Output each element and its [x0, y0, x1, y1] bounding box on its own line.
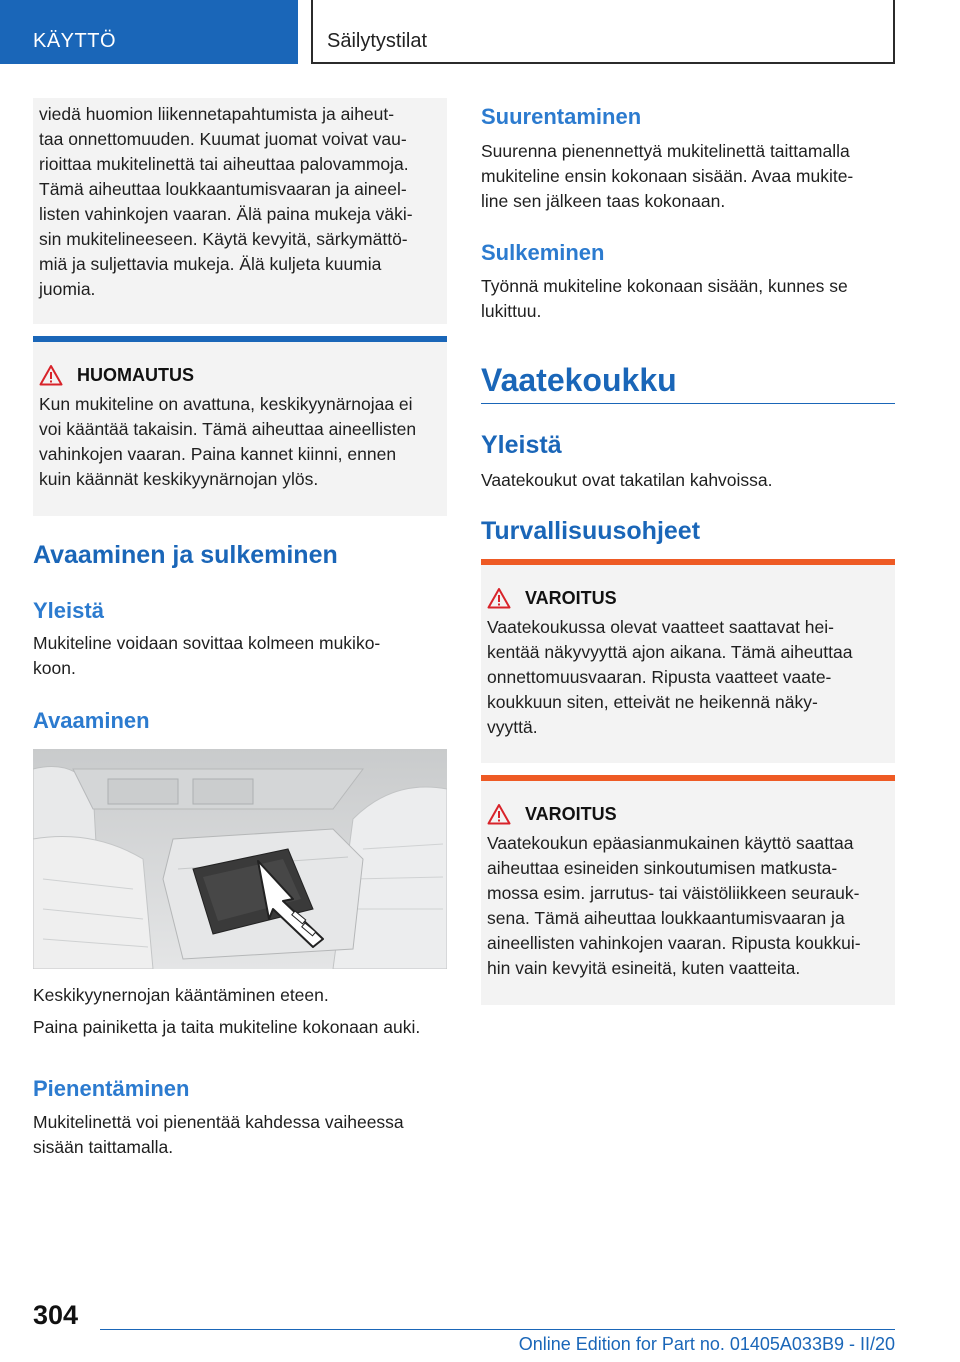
heading-general: Yleistä: [33, 598, 104, 623]
heading-open-close: Avaaminen ja sulkeminen: [33, 541, 338, 569]
heading-enlarge: Suurentaminen: [481, 104, 642, 129]
heading-opening: Avaaminen: [33, 708, 150, 733]
hook-general-text: Vaatekoukut ovat takatilan kahvoissa.: [481, 470, 773, 490]
warning-continued-text: viedä huomion liikennetapahtumista ja aiheut- taa onnettomuuden. Kuumat juomat voivat vau- rioittaa mukitelinettä tai aiheuttaa palovammoja. Tämä aiheuttaa loukkaantumisvaaran ja aineel- listen vahinkojen vaaran. Älä paina mukeja väki- sin mukitelineeseen. Käytä kevyitä, särkymättö- miä ja suljettavia mukeja. Älä kuljeta kuumia juomia.: [39, 104, 413, 299]
notice-label: HUOMAUTUS: [77, 364, 194, 385]
step-1: Keskikyynernojan kääntäminen eteen.: [33, 985, 329, 1005]
closing-text: Työnnä mukiteline kokonaan sisään, kunnes se lukittuu.: [481, 276, 848, 321]
heading-shrink: Pienentäminen: [33, 1076, 190, 1101]
notice-text: Kun mukiteline on avattuna, keskikyynärnojaa ei voi kääntää takaisin. Tämä aiheuttaa aineellisten vahinkojen vaaran. Paina kannet kiinni, ennen kuin käännät keskikyynärnojan ylös.: [39, 394, 417, 489]
notice-heading: [39, 364, 439, 386]
heading-hook-general: Yleistä: [481, 431, 562, 459]
armrest-illustration: [33, 749, 447, 969]
heading-clothes-hook: Vaatekoukku: [481, 362, 677, 398]
warning2-text: Vaatekoukun epäasianmukainen käyttö saattaa aiheuttaa esineiden sinkoutumisen matkusta- mossa esim. jarrutus- tai väistöliikkeen seurauk- sena. Tämä aiheuttaa loukkaantumisvaaran ja aineellisten vahinkojen vaaran. Ripusta koukkui- hin vain kevyitä esineitä, kuten vaatteita.: [487, 833, 861, 978]
warning1-heading: [487, 587, 887, 609]
warning2-box: [481, 781, 895, 1005]
step-2: Paina painiketta ja taita mukiteline kokonaan auki.: [33, 1017, 421, 1037]
edition-note: Online Edition for Part no. 01405A033B9 - II/20: [518, 1334, 895, 1354]
warning1-label: VAROITUS: [525, 587, 617, 608]
warning2-heading: [487, 803, 887, 825]
cupholder-image: [33, 749, 447, 969]
heading-closing: Sulkeminen: [481, 240, 605, 265]
section-rule: [481, 403, 895, 404]
warning-triangle-icon: [487, 803, 511, 825]
warning2-label: VAROITUS: [525, 803, 617, 824]
general-text: Mukiteline voidaan sovittaa kolmeen mukiko- koon.: [33, 633, 381, 678]
continued-warning-box: [33, 98, 447, 324]
warning1-text: Vaatekoukussa olevat vaatteet saattavat hei- kentää näkyvyyttä ajon aikana. Tämä aiheuttaa onnettomuusvaaran. Ripusta vaatteet vaate- koukkuun siten, etteivät ne heikennä näky- vyyttä.: [487, 617, 853, 737]
enlarge-text: Suurenna pienennettyä mukitelinettä taittamalla mukiteline ensin kokonaan sisään. Avaa mukite- line sen jälkeen taas kokonaan.: [481, 141, 854, 211]
shrink-text: Mukitelinettä voi pienentää kahdessa vaiheessa sisään taittamalla.: [33, 1112, 404, 1157]
footer-rule: [100, 1329, 895, 1330]
warning1-box: [481, 565, 895, 763]
heading-safety: Turvallisuusohjeet: [481, 517, 701, 545]
page-number: 304: [33, 1300, 79, 1330]
notice-box: [33, 342, 447, 516]
warning-triangle-icon: [487, 587, 511, 609]
page-title: Säilytystilat: [311, 0, 895, 64]
section-tab: KÄYTTÖ: [0, 0, 298, 64]
warning-triangle-icon: [39, 364, 63, 386]
